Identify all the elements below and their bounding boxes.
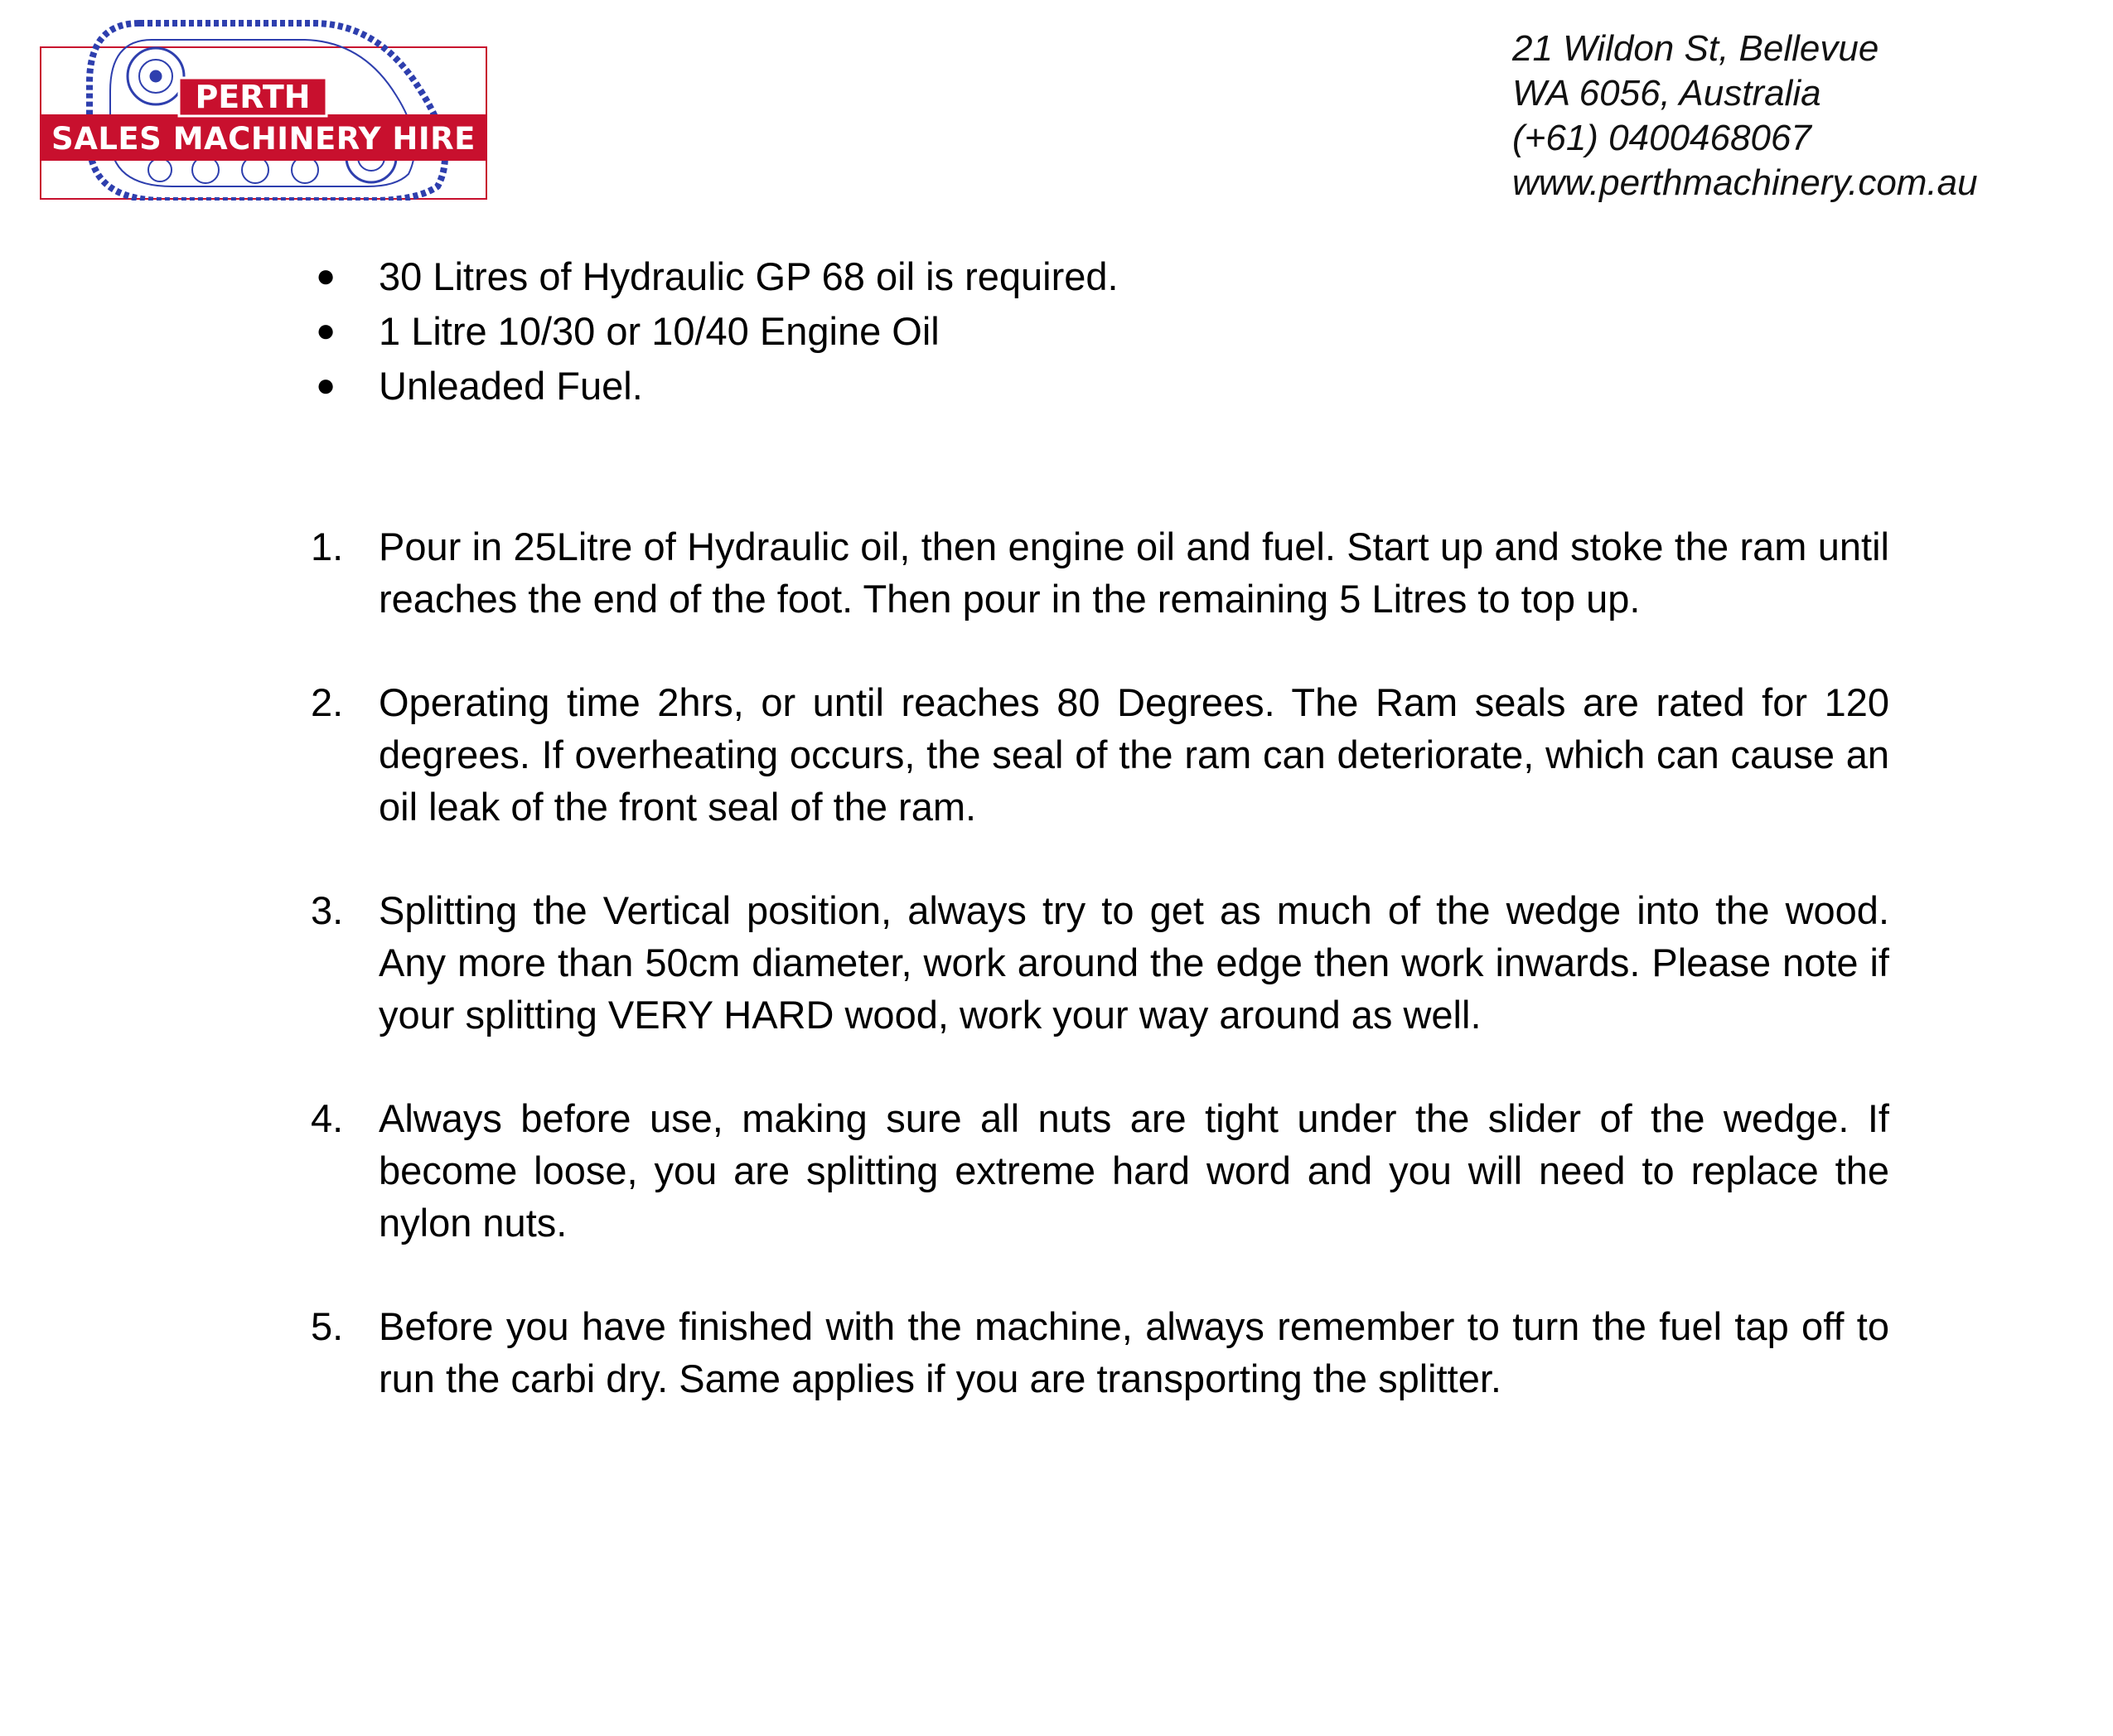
step-text: Pour in 25Litre of Hydraulic oil, then engine oil and fuel. Start up and stoke the ram until reaches the end of the foot. Then pour in the remaining 5 Litres to top up. [379, 525, 1889, 621]
step-text: Splitting the Vertical position, always try to get as much of the wedge into the wood. Any more than 50cm diameter, work around the edge then work inwards. Please note if your splitting VERY HARD wood, work your way around as well. [379, 888, 1889, 1037]
requirements-list [311, 250, 1889, 414]
address-phone: (+61) 0400468067 [1512, 118, 1811, 158]
company-logo [40, 17, 487, 201]
document-body [311, 250, 1889, 1456]
step-number: 2. [311, 680, 344, 724]
step-number: 4. [311, 1096, 344, 1140]
requirement-item [311, 305, 1889, 360]
requirement-item [311, 360, 1889, 414]
logo-line1: PERTH [195, 79, 311, 115]
requirement-text: 1 Litre 10/30 or 10/40 Engine Oil [379, 309, 940, 353]
instruction-step [311, 1092, 1889, 1249]
bullet-icon: ● [316, 367, 336, 404]
step-text: Operating time 2hrs, or until reaches 80 Degrees. The Ram seals are rated for 120 degrees. If overheating occurs, the seal of the ram can deteriorate, which can cause an oil leak of the front seal of the ram. [379, 680, 1889, 829]
address-street: 21 Wildon St, Bellevue [1512, 28, 1879, 69]
instruction-step [311, 520, 1889, 625]
company-address-block [1512, 27, 1978, 206]
instruction-step [311, 884, 1889, 1041]
step-text: Always before use, making sure all nuts are tight under the slider of the wedge. If become loose, you are splitting extreme hard word and you will need to replace the nylon nuts. [379, 1096, 1889, 1245]
requirement-item [311, 250, 1889, 305]
step-number: 3. [311, 888, 344, 932]
bullet-icon: ● [316, 258, 336, 294]
step-number: 1. [311, 525, 344, 568]
logo-line2: SALES MACHINERY HIRE [51, 121, 476, 157]
requirement-text: Unleaded Fuel. [379, 364, 643, 408]
step-number: 5. [311, 1304, 344, 1348]
instruction-step [311, 676, 1889, 833]
address-state: WA 6056, Australia [1512, 73, 1821, 114]
step-text: Before you have finished with the machine, always remember to turn the fuel tap off to run the carbi dry. Same applies if you are transporting the splitter. [379, 1304, 1889, 1400]
instructions-list [311, 520, 1889, 1405]
instruction-step [311, 1300, 1889, 1405]
requirement-text: 30 Litres of Hydraulic GP 68 oil is required. [379, 254, 1119, 298]
bullet-icon: ● [316, 312, 336, 349]
address-website: www.perthmachinery.com.au [1512, 162, 1978, 203]
